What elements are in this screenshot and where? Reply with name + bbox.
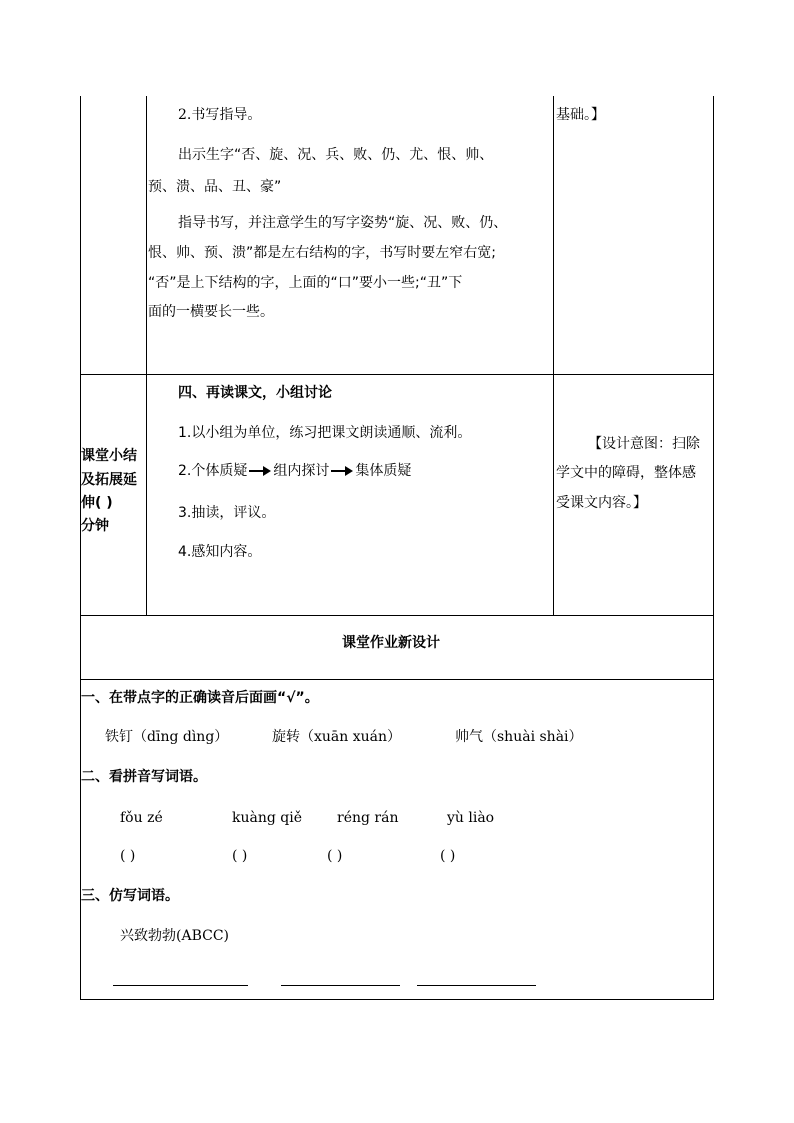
- step-individual-question: 2.个体质疑: [178, 463, 248, 479]
- step-item-2: [178, 461, 411, 481]
- col-divider-right: [553, 96, 554, 615]
- design-intent-line-1: 【设计意图：扫除: [588, 436, 700, 452]
- homework-title: 课堂作业新设计: [342, 635, 440, 651]
- q1-item-tieding: 铁钉（dīng dìng）: [105, 729, 229, 745]
- q3-example: 兴致勃勃(ABCC): [120, 928, 230, 944]
- pinyin-rengran: réng rán: [337, 810, 399, 826]
- answer-line-3[interactable]: [417, 985, 536, 986]
- answer-blank-1[interactable]: ( ): [120, 848, 136, 864]
- q3-heading: 三、仿写词语。: [81, 888, 179, 904]
- table-right-border: [713, 96, 714, 1000]
- q1-item-shuaiqi: 帅气（shuài shài）: [455, 729, 583, 745]
- guidance-line-2: 恨、帅、预、溃”都是左右结构的字，书写时要左窄右宽;: [148, 245, 496, 261]
- row-divider-3: [80, 679, 714, 680]
- guidance-line-1: 指导书写，并注意学生的写字姿势“旋、况、败、仍、: [178, 215, 508, 231]
- arrow-right-icon: [249, 465, 271, 477]
- col-divider-left: [146, 96, 147, 615]
- left-label-line-2: 及拓展延: [81, 472, 137, 488]
- step-item-1: 1.以小组为单位，练习把课文朗读通顺、流利。: [178, 425, 472, 441]
- answer-line-2[interactable]: [281, 985, 400, 986]
- answer-blank-2[interactable]: ( ): [232, 848, 248, 864]
- pinyin-kuangqie: kuàng qiě: [232, 810, 302, 826]
- design-intent-line-2: 学文中的障碍，整体感: [556, 465, 696, 481]
- design-intent-line-3: 受课文内容。】: [556, 495, 647, 511]
- left-label-line-1: 课堂小结: [81, 448, 137, 464]
- q1-heading: 一、在带点字的正确读音后面画“√”。: [81, 690, 319, 706]
- step-group-discussion: 组内探讨: [273, 463, 330, 479]
- answer-blank-4[interactable]: ( ): [440, 848, 456, 864]
- table-left-border: [80, 96, 81, 1000]
- step-item-4: 4.感知内容。: [178, 544, 262, 560]
- step-item-3: 3.抽读，评议。: [178, 505, 276, 521]
- q2-heading: 二、看拼音写词语。: [81, 769, 207, 785]
- q1-item-xuanzhuan: 旋转（xuān xuán）: [272, 729, 402, 745]
- characters-line-2: 预、溃、品、丑、豪”: [148, 179, 282, 195]
- reread-heading: 四、再读课文，小组讨论: [178, 385, 332, 401]
- row-divider-2: [80, 615, 714, 616]
- arrow-right-icon: [331, 465, 353, 477]
- answer-line-1[interactable]: [113, 985, 248, 986]
- step-collective-question: 集体质疑: [355, 463, 412, 479]
- right-note-basis: 基础。】: [556, 107, 605, 123]
- writing-guidance-title: 2.书写指导。: [178, 107, 262, 123]
- table-bottom-border: [80, 999, 714, 1000]
- pinyin-yuliao: yù liào: [447, 810, 495, 826]
- row-divider-1: [80, 374, 714, 375]
- guidance-line-4: 面的一横要长一些。: [148, 304, 274, 320]
- left-label-line-4: 分钟: [81, 518, 109, 534]
- pinyin-fouze: fǒu zé: [120, 810, 163, 826]
- characters-line-1: 出示生字“否、旋、况、兵、败、仍、尤、恨、帅、: [178, 147, 494, 163]
- guidance-line-3: “否”是上下结构的字，上面的“口”要小一些;“丑”下: [148, 275, 463, 291]
- left-label-line-3: 伸( ): [81, 495, 113, 511]
- answer-blank-3[interactable]: ( ): [327, 848, 343, 864]
